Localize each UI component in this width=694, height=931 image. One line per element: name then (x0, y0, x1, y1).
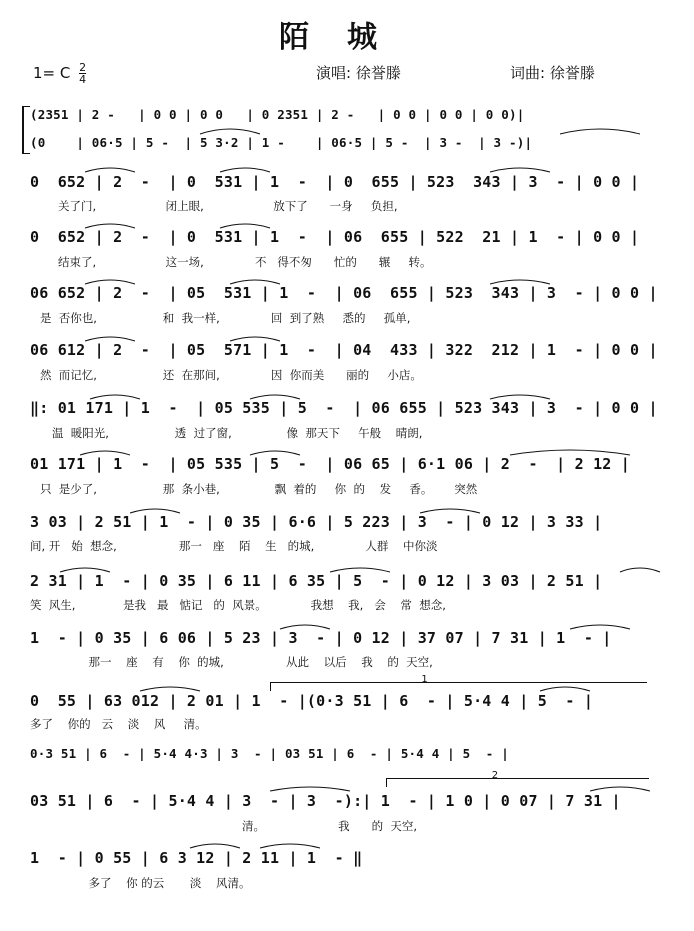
score-row: 0 652 | 2 - | 0 531 | 1 - | 06 655 | 522 21 | 1 - | 0 0 | (30, 228, 640, 246)
score-row: (2351 | 2 - | 0 0 | 0 0 | 0 2351 | 2 - | 0 0 | 0 0 | 0 0)| (30, 107, 525, 122)
slur (200, 129, 260, 134)
slur (260, 844, 320, 848)
slur (140, 687, 200, 691)
score-row: 1 - | 0 55 | 6 3 12 | 2 11 | 1 - ‖ (30, 849, 363, 867)
slur (270, 787, 350, 791)
lyric-line: 只 是少了, 那 条小巷, 飘 着的 你 的 发 香。 突然 (40, 482, 478, 496)
lyric-line: 多了 你的 云 淡 风 清。 (30, 717, 207, 731)
key-label: 1= C (33, 64, 71, 82)
score-row: (0 | 06·5 | 5 - | 5 3·2 | 1 - | 06·5 | 5 - | 3 - | 3 -)| (30, 135, 533, 150)
score-row: 0·3 51 | 6 - | 5·4 4·3 | 3 - | 03 51 | 6 - | 5·4 4 | 5 - | (30, 746, 509, 761)
score-row: 06 652 | 2 - | 05 531 | 1 - | 06 655 | 523 343 | 3 - | 0 0 | (30, 284, 658, 302)
score-row: 06 612 | 2 - | 05 571 | 1 - | 04 433 | 322 212 | 1 - | 0 0 | (30, 341, 658, 359)
lyric-line: 多了 你 的云 淡 风清。 (30, 876, 251, 890)
first-ending: 1 (270, 682, 647, 691)
second-ending: 2 (386, 778, 649, 787)
lyric-line: 是 否你也, 和 我一样, 回 到了熟 悉的 孤单, (40, 311, 411, 325)
song-title: 陌城 (279, 20, 415, 55)
score-row: 1 - | 0 35 | 6 06 | 5 23 | 3 - | 0 12 | 37 07 | 7 31 | 1 - | (30, 629, 612, 647)
score-row: 01 171 | 1 - | 05 535 | 5 - | 06 65 | 6·1 06 | 2 - | 2 12 | (30, 455, 630, 473)
key-signature (33, 62, 86, 85)
slur (560, 129, 640, 134)
intro-brace (22, 106, 30, 154)
slur (220, 168, 270, 172)
time-bottom: 4 (79, 73, 87, 86)
time-signature (79, 62, 86, 85)
composer-credit: 词曲: 徐誉滕 (510, 64, 595, 82)
score-row: 0 55 | 63 012 | 2 01 | 1 - |(0·3 51 | 6 - | 5·4 4 | 5 - | (30, 692, 594, 710)
score-row: 03 51 | 6 - | 5·4 4 | 3 - | 3 -):| 1 - | 1 0 | 0 07 | 7 31 | (30, 792, 621, 810)
score-row: ‖: 01 171 | 1 - | 05 535 | 5 - | 06 655 | 523 343 | 3 - | 0 0 | (30, 399, 658, 417)
lyric-line: 结束了, 这一场, 不 得不匆 忙的 辗 转。 (58, 255, 432, 269)
score-row: 2 31 | 1 - | 0 35 | 6 11 | 6 35 | 5 - | 0 12 | 3 03 | 2 51 | (30, 572, 603, 590)
slur (190, 844, 240, 848)
time-top: 2 (79, 61, 87, 74)
singer-credit: 演唱: 徐誉滕 (316, 64, 401, 82)
lyric-line: 然 而记忆, 还 在那间, 因 你而美 丽的 小店。 (40, 368, 422, 382)
score-row: 3 03 | 2 51 | 1 - | 0 35 | 6·6 | 5 223 | 3 - | 0 12 | 3 33 | (30, 513, 603, 531)
score-row: 0 652 | 2 - | 0 531 | 1 - | 0 655 | 523 343 | 3 - | 0 0 | (30, 173, 640, 191)
lyric-line: 间, 开 始 想念, 那一 座 陌 生 的城, 人群 中你淡 (30, 539, 438, 553)
slur (490, 168, 550, 172)
slur (85, 168, 135, 172)
lyric-line: 笑 风生, 是我 最 惦记 的 风景。 我想 我, 会 常 想念, (30, 598, 446, 612)
lyric-line: 温 暖阳光, 透 过了窗, 像 那天下 午般 晴朗, (52, 426, 423, 440)
lyric-line: 那一 座 有 你 的城, 从此 以后 我 的 天空, (30, 655, 433, 669)
lyric-line: 清。 我 的 天空, (30, 819, 418, 833)
slur (590, 787, 650, 791)
lyric-line: 关了门, 闭上眼, 放下了 一身 负担, (58, 199, 398, 213)
